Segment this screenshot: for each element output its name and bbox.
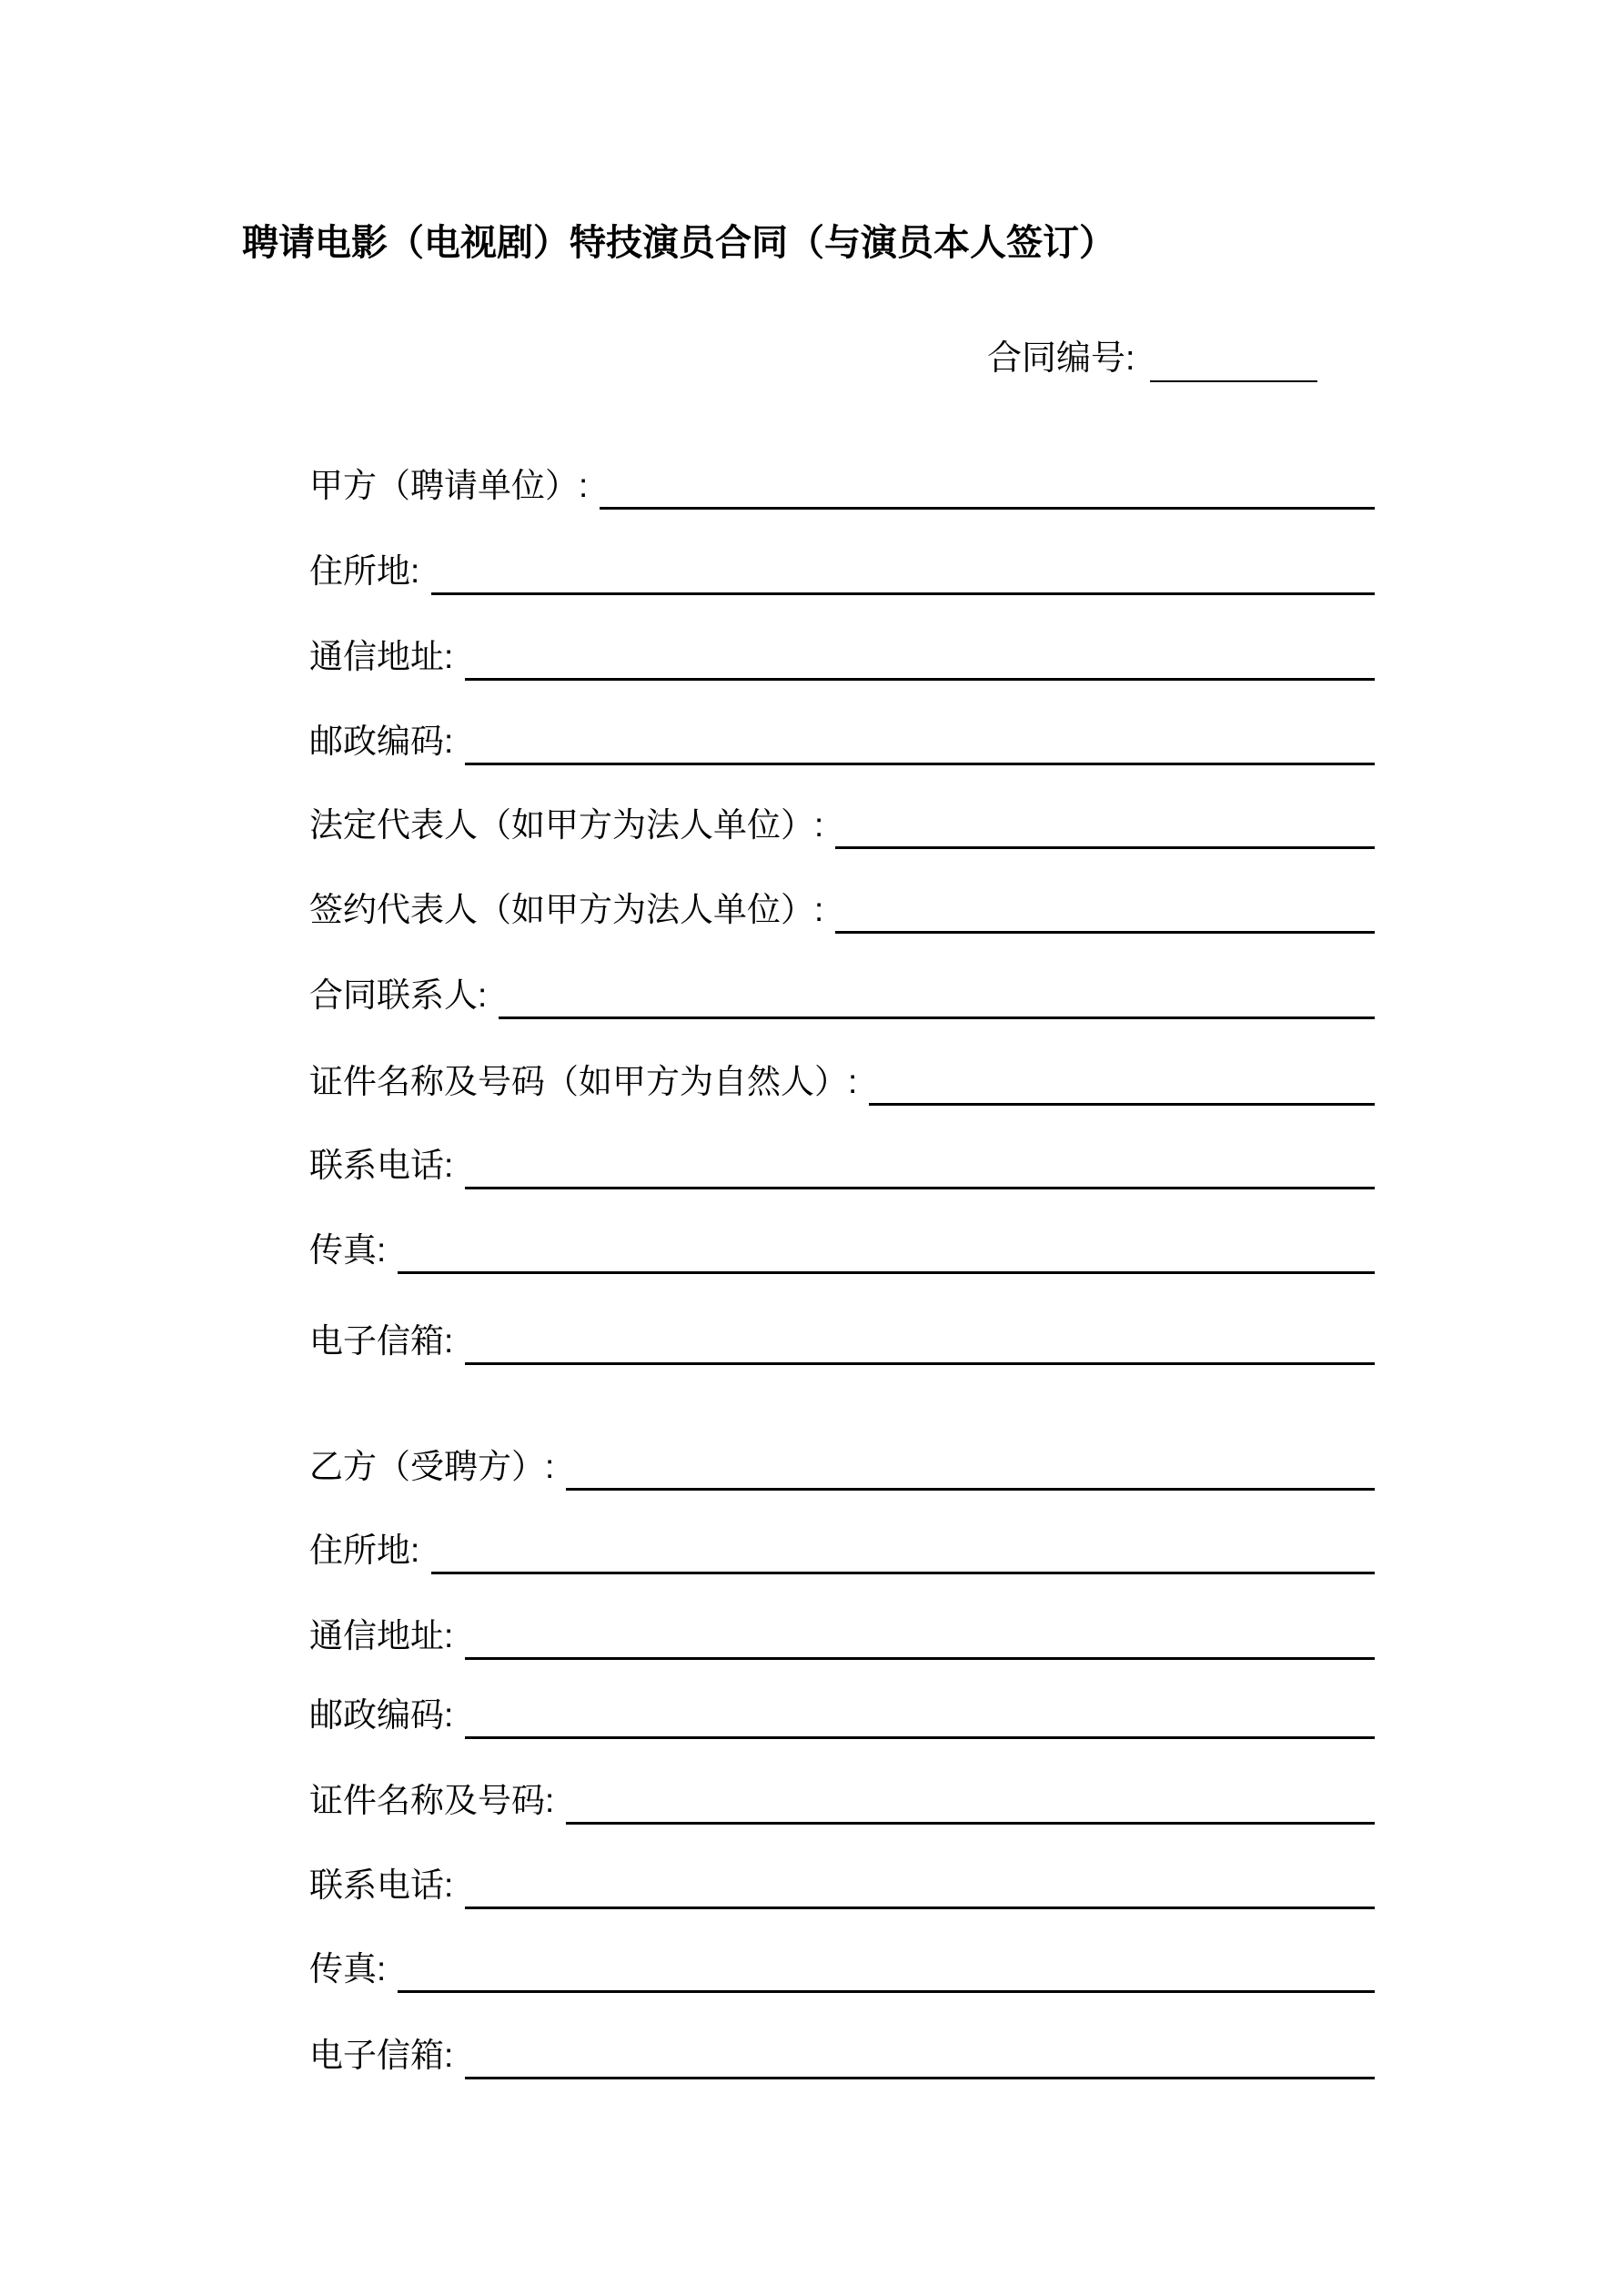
party-a-id-number-blank[interactable] (869, 1058, 1375, 1106)
party-b-residence-blank[interactable] (431, 1527, 1375, 1574)
party-a-postal-code-blank[interactable] (465, 718, 1375, 765)
party-a-legal-representative-blank[interactable] (835, 802, 1375, 849)
party-b-phone-label: 联系电话: (309, 1866, 454, 1904)
party-a-fax-blank[interactable] (398, 1227, 1375, 1274)
party-a-id-number-label: 证件名称及号码（如甲方为自然人）: (309, 1063, 858, 1100)
field-row-party-b-residence (309, 1527, 1375, 1574)
party-a-name-label: 甲方（聘请单位）: (309, 467, 589, 504)
party-b-fax-blank[interactable] (398, 1946, 1375, 1993)
field-row-party-a-signing-representative (309, 886, 1375, 934)
party-a-phone-label: 联系电话: (309, 1147, 454, 1184)
party-b-id-number-blank[interactable] (566, 1777, 1375, 1825)
contract-number-label: 合同编号: (987, 339, 1135, 378)
field-row-party-a-id-number (309, 1058, 1375, 1106)
field-row-party-a-legal-representative (309, 802, 1375, 849)
party-b-mailing-address-label: 通信地址: (309, 1617, 454, 1654)
contract-number-blank[interactable] (1150, 335, 1317, 382)
field-row-party-a-residence (309, 548, 1375, 595)
party-b-fax-label: 传真: (309, 1950, 387, 1988)
field-row-party-b-mailing-address (309, 1613, 1375, 1660)
party-a-mailing-address-blank[interactable] (465, 633, 1375, 681)
party-b-postal-code-label: 邮政编码: (309, 1696, 454, 1734)
party-a-email-blank[interactable] (465, 1318, 1375, 1365)
party-a-residence-label: 住所地: (309, 552, 420, 590)
party-a-signing-representative-blank[interactable] (835, 886, 1375, 934)
field-row-party-b-fax (309, 1946, 1375, 1993)
document-title: 聘请电影（电视剧）特技演员合同（与演员本人签订） (242, 223, 1115, 263)
party-a-email-label: 电子信箱: (309, 1322, 454, 1360)
party-b-mailing-address-blank[interactable] (465, 1613, 1375, 1660)
party-a-name-blank[interactable] (600, 462, 1375, 510)
party-b-residence-label: 住所地: (309, 1532, 420, 1569)
party-a-phone-blank[interactable] (465, 1142, 1375, 1189)
party-a-legal-representative-label: 法定代表人（如甲方为法人单位）: (309, 806, 824, 844)
party-a-mailing-address-label: 通信地址: (309, 638, 454, 675)
field-row-party-a-phone (309, 1142, 1375, 1189)
field-row-party-b-phone (309, 1862, 1375, 1909)
field-row-party-a-name (309, 462, 1375, 510)
field-row-party-b-name (309, 1443, 1375, 1491)
party-b-name-label: 乙方（受聘方）: (309, 1448, 555, 1485)
party-b-email-blank[interactable] (465, 2032, 1375, 2079)
field-row-party-b-id-number (309, 1777, 1375, 1825)
party-a-contract-contact-label: 合同联系人: (309, 976, 488, 1014)
party-b-postal-code-blank[interactable] (465, 1692, 1375, 1739)
party-b-email-label: 电子信箱: (309, 2037, 454, 2074)
field-row-party-a-postal-code (309, 718, 1375, 765)
party-a-fax-label: 传真: (309, 1231, 387, 1269)
field-row-party-a-contract-contact (309, 972, 1375, 1019)
party-a-residence-blank[interactable] (431, 548, 1375, 595)
party-a-postal-code-label: 邮政编码: (309, 723, 454, 760)
party-b-id-number-label: 证件名称及号码: (309, 1782, 555, 1819)
party-a-signing-representative-label: 签约代表人（如甲方为法人单位）: (309, 891, 824, 928)
contract-number-row (987, 335, 1317, 382)
field-row-party-a-fax (309, 1227, 1375, 1274)
field-row-party-b-email (309, 2032, 1375, 2079)
party-a-contract-contact-blank[interactable] (499, 972, 1375, 1019)
field-row-party-a-mailing-address (309, 633, 1375, 681)
party-b-phone-blank[interactable] (465, 1862, 1375, 1909)
field-row-party-a-email (309, 1318, 1375, 1365)
party-b-name-blank[interactable] (566, 1443, 1375, 1491)
field-row-party-b-postal-code (309, 1692, 1375, 1739)
